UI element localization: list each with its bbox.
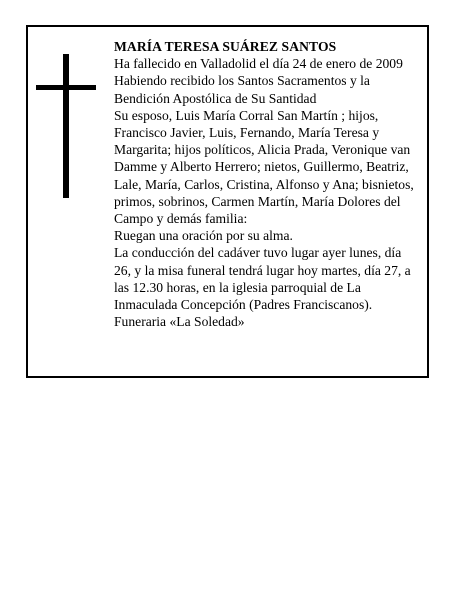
cross-icon xyxy=(36,54,96,198)
funeral-details: La conducción del cadáver tuvo lugar ayer lunes, día 26, y la misa funeral tendrá lugar hoy martes, día 27, a las 12.30 horas, en la iglesia parroquial de La Inmaculada Concepción (Padres Franciscanos). xyxy=(114,245,411,313)
obituary-text xyxy=(114,38,419,330)
cross-vertical-bar xyxy=(63,54,69,198)
sacraments-statement: Habiendo recibido los Santos Sacramentos y la Bendición Apostólica de Su Santidad xyxy=(114,73,370,106)
deceased-name: MARÍA TERESA SUÁREZ SANTOS xyxy=(114,39,337,54)
death-announcement: Ha fallecido en Valladolid el día 24 de enero de 2009 xyxy=(114,56,403,72)
prayer-request: Ruegan una oración por su alma. xyxy=(114,228,293,244)
funeral-home: Funeraria «La Soledad» xyxy=(114,314,245,330)
cross-horizontal-bar xyxy=(36,85,96,90)
family-list: Su esposo, Luis María Corral San Martín ; hijos, Francisco Javier, Luis, Fernando, María Teresa y Margarita; hijos políticos, Alicia Prada, Veronique van Damme y Alberto Herrero; nietos, Guillermo, Beatriz, Lale, María, Carlos, Cristina, Alfonso y Ana; bisnietos, primos, sobrinos, Carmen Martín, María Dolores del Campo y demás familia: xyxy=(114,107,414,227)
